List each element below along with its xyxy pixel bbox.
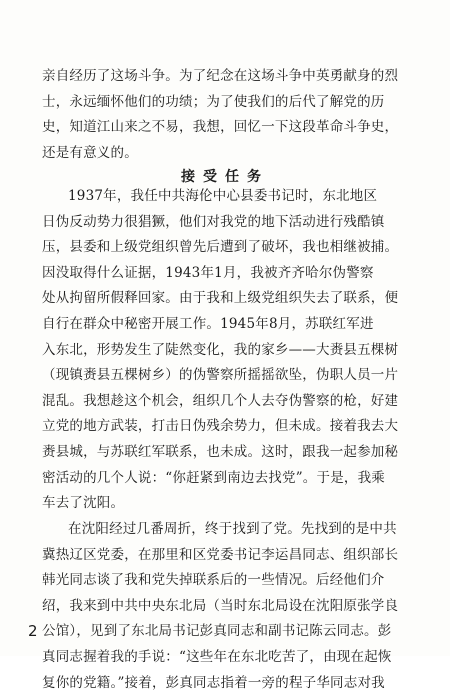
text-line: 1937年，我任中共海伦中心县委书记时，东北地区 — [68, 188, 378, 204]
text-line: 自行在群众中秘密开展工作。1945年8月，苏联红军进 — [42, 315, 374, 332]
text-line: 混乱。我想趁这个机会，组织几个人去夺伪警察的枪，好建 — [42, 392, 399, 409]
text-line: 密活动的几个人说：“你赶紧到南边去找党”。于是，我乘 — [42, 469, 386, 486]
text-line: 入东北，形势发生了陡然变化，我的家乡——大赉县五棵树 — [42, 341, 399, 358]
text-line: 公馆），见到了东北局书记彭真同志和副书记陈云同志。彭 — [42, 623, 392, 640]
text-line: 亲自经历了这场斗争。为了纪念在这场斗争中英勇献身的烈 — [42, 68, 399, 84]
text-line: 车去了沈阳。 — [42, 495, 125, 512]
text-line: 史，知道江山来之不易，我想，回忆一下这段革命斗争史， — [42, 119, 399, 136]
text-line: 真同志握着我的手说：“这些年在东北吃苦了，由现在起恢 — [42, 648, 392, 665]
text-line: 冀热辽区党委，在那里和区党委书记李运昌同志、组织部长 — [42, 546, 399, 563]
page-number: 2 — [28, 622, 38, 640]
paragraph-1 — [42, 184, 412, 517]
intro-paragraph — [42, 64, 412, 166]
text-line: 立党的地方武装，打击日伪残余势力，但未成。接着我去大 — [42, 418, 399, 435]
text-line: 在沈阳经过几番周折，终于找到了党。先找到的是中共 — [68, 521, 397, 537]
text-line: （现镇赉县五棵树乡）的伪警察所摇摇欲坠，伪职人员一片 — [42, 367, 399, 384]
text-line: 还是有意义的。 — [42, 144, 138, 161]
text-line: 处从拘留所假释回家。由于我和上级党组织失去了联系，便 — [42, 290, 399, 307]
text-line: 赉县城，与苏联红军联系，也未成。这时，跟我一起参加秘 — [42, 443, 399, 460]
text-line: 日伪反动势力很猖獗，他们对我党的地下活动进行残酷镇 — [42, 213, 385, 230]
text-line: 士，永远缅怀他们的功绩；为了使我们的后代了解党的历 — [42, 93, 385, 110]
text-line: 绍，我来到中共中央东北局（当时东北局设在沈阳原张学良 — [42, 597, 399, 614]
text-line: 韩光同志谈了我和党失掉联系后的一些情况。后经他们介 — [42, 572, 385, 589]
text-line: 压，县委和上级党组织曾先后遭到了破坏，我也相继被捕。 — [42, 239, 399, 256]
section-heading: 接受任务 — [181, 169, 269, 185]
text-line: 因没取得什么证据，1943年1月，我被齐齐哈尔伪警察 — [42, 264, 374, 281]
paragraph-2 — [42, 517, 412, 696]
text-line: 复你的党籍。”接着，彭真同志指着一旁的程子华同志对我 — [42, 674, 385, 691]
